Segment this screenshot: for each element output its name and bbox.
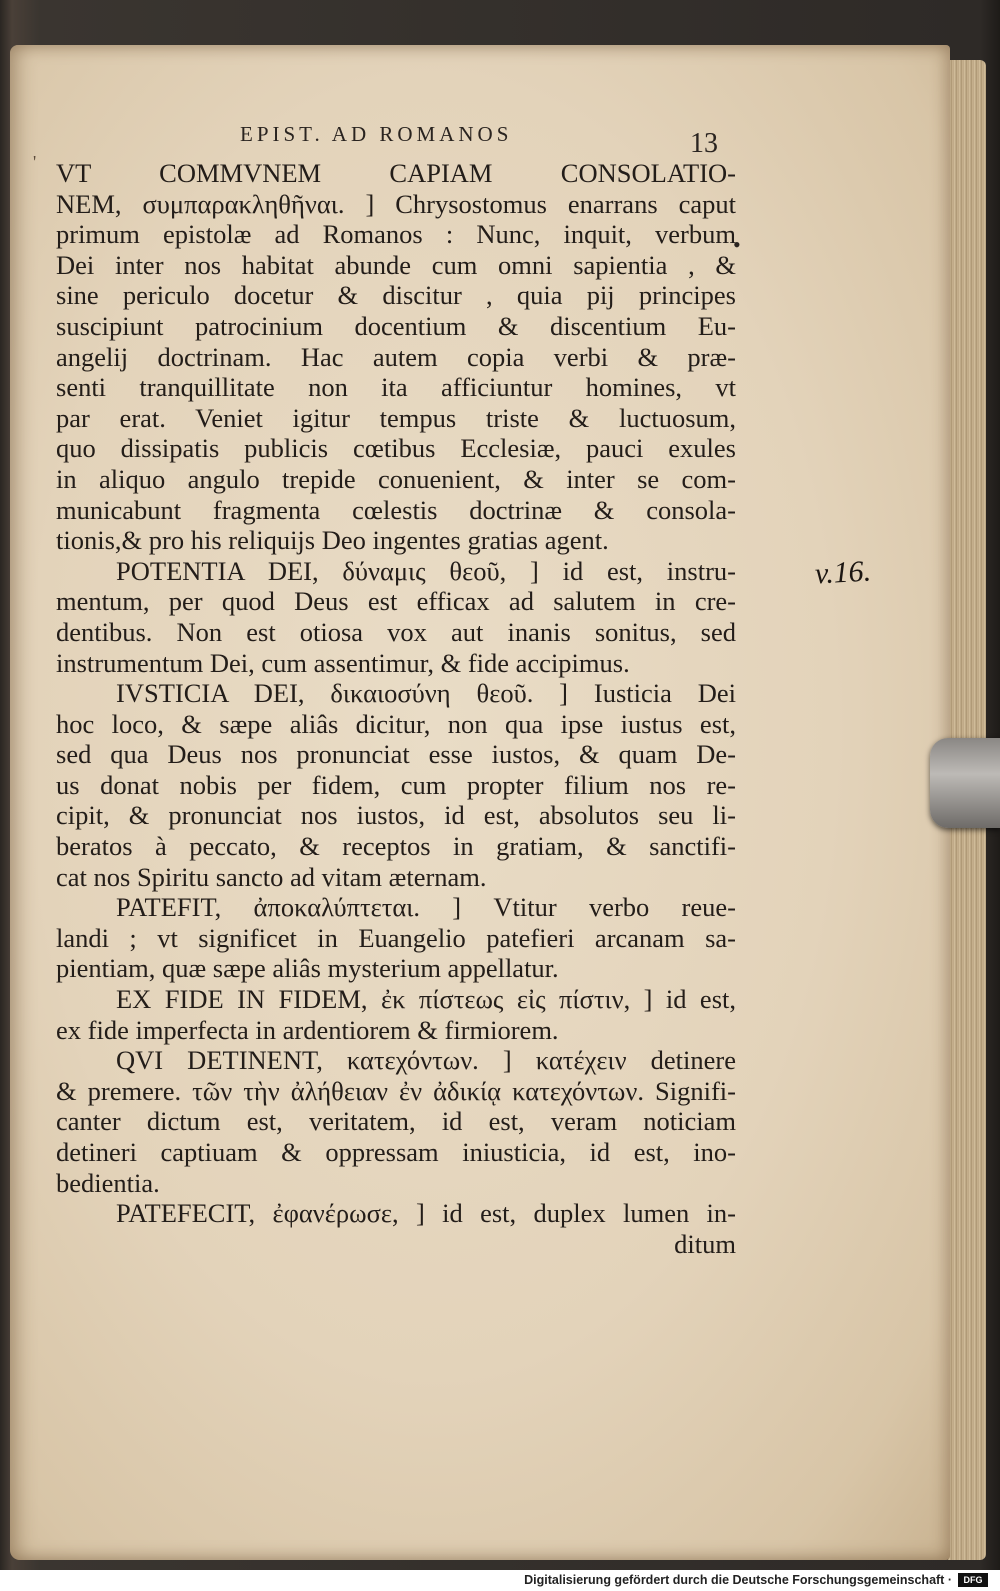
text-line: sed qua Deus nos pronunciat esse iustos, & quam De- (56, 739, 736, 770)
margin-tick: ' (33, 152, 37, 172)
text-line: par erat. Veniet igitur tempus triste & luctuosum, (56, 402, 736, 433)
text-line: pientiam, quæ sæpe aliâs mysterium appellatur. (56, 953, 559, 984)
text-line: municabunt fragmenta cœlestis doctrinæ & consola- (56, 494, 736, 525)
running-head: EPIST. AD ROMANOS (240, 122, 513, 146)
text-line: cipit, & pronunciat nos iustos, id est, absolutos seu li- (56, 800, 736, 831)
text-line: bedientia. (56, 1167, 160, 1198)
text-line: IVSTICIA DEI, δικαιοσύνη θεοῦ. ] Iusticia Dei (116, 678, 736, 709)
text-line: suscipiunt patrocinium docentium & discentium Eu- (56, 310, 736, 341)
text-line: ex fide imperfecta in ardentiorem & firmiorem. (56, 1014, 559, 1045)
text-line: quo dissipatis publicis cœtibus Ecclesiæ, pauci exules (56, 433, 736, 464)
text-line: QVI DETINENT, κατεχόντων. ] κατέχειν detinere (116, 1045, 736, 1076)
text-line: landi ; vt significet in Euangelio patefieri arcanam sa- (56, 922, 736, 953)
text-line: in aliquo angulo trepide conuenient, & inter se com- (56, 463, 736, 494)
text-line: VT COMMVNEM CAPIAM CONSOLATIO- (56, 158, 736, 188)
text-line: hoc loco, & sæpe aliâs dicitur, non qua ipse iustus est, (56, 708, 736, 739)
text-line: tionis,& pro his reliquijs Deo ingentes gratias agent. (56, 525, 609, 556)
text-line: Dei inter nos habitat abunde cum omni sapientia , & (56, 249, 736, 280)
text-line: senti tranquillitate non ita afficiuntur homines, vt (56, 372, 736, 403)
text-line: primum epistolæ ad Romanos : Nunc, inquit, verbum (56, 219, 736, 250)
text-line: us donat nobis per fidem, cum propter filium nos re- (56, 769, 736, 800)
text-line: & premere. τῶν τὴν ἀλήθειαν ἐν ἀδικίᾳ κατεχόντων. Signifi- (56, 1075, 736, 1106)
text-line: beratos à peccato, & receptos in gratiam, & sanctifi- (56, 831, 736, 862)
book-clasp (930, 738, 1000, 828)
text-line: PATEFIT, ἀποκαλύπτεται. ] Vtitur verbo reue- (116, 892, 736, 923)
text-line: POTENTIA DEI, δύναμις θεοῦ, ] id est, instru- (116, 555, 736, 586)
text-line: instrumentum Dei, cum assentimur, & fide accipimus. (56, 647, 630, 678)
text-line: mentum, per quod Deus est efficax ad salutem in cre- (56, 586, 736, 617)
margin-mark: • (733, 232, 741, 257)
footer-bar (0, 1570, 1000, 1591)
page-number: 13 (690, 128, 718, 159)
text-line: NEM, συμπαρακληθῆναι. ] Chrysostomus enarrans caput (56, 188, 736, 219)
text-line: PATEFECIT, ἐφανέρωσε, ] id est, duplex lumen in- (116, 1198, 736, 1229)
text-line: EX FIDE IN FIDEM, ἐκ πίστεως εἰς πίστιν, ] id est, (116, 984, 736, 1015)
text-line: angelij doctrinam. Hac autem copia verbi & præ- (56, 341, 736, 372)
text-line: canter dictum est, veritatem, id est, veram noticiam (56, 1106, 736, 1137)
text-line: cat nos Spiritu sancto ad vitam æternam. (56, 861, 487, 892)
body-text (56, 158, 736, 1259)
text-line: sine periculo docetur & discitur , quia pij principes (56, 280, 736, 311)
footer-credit: Digitalisierung gefördert durch die Deutsche Forschungsgemeinschaft · (524, 1573, 952, 1587)
text-line: dentibus. Non est otiosa vox aut inanis sonitus, sed (56, 616, 736, 647)
dfg-logo-icon: DFG (958, 1573, 988, 1587)
text-line: detineri captiuam & oppressam iniusticia, id est, ino- (56, 1137, 736, 1167)
margin-annotation: v.16. (814, 554, 872, 591)
text-line: ditum (674, 1228, 736, 1259)
